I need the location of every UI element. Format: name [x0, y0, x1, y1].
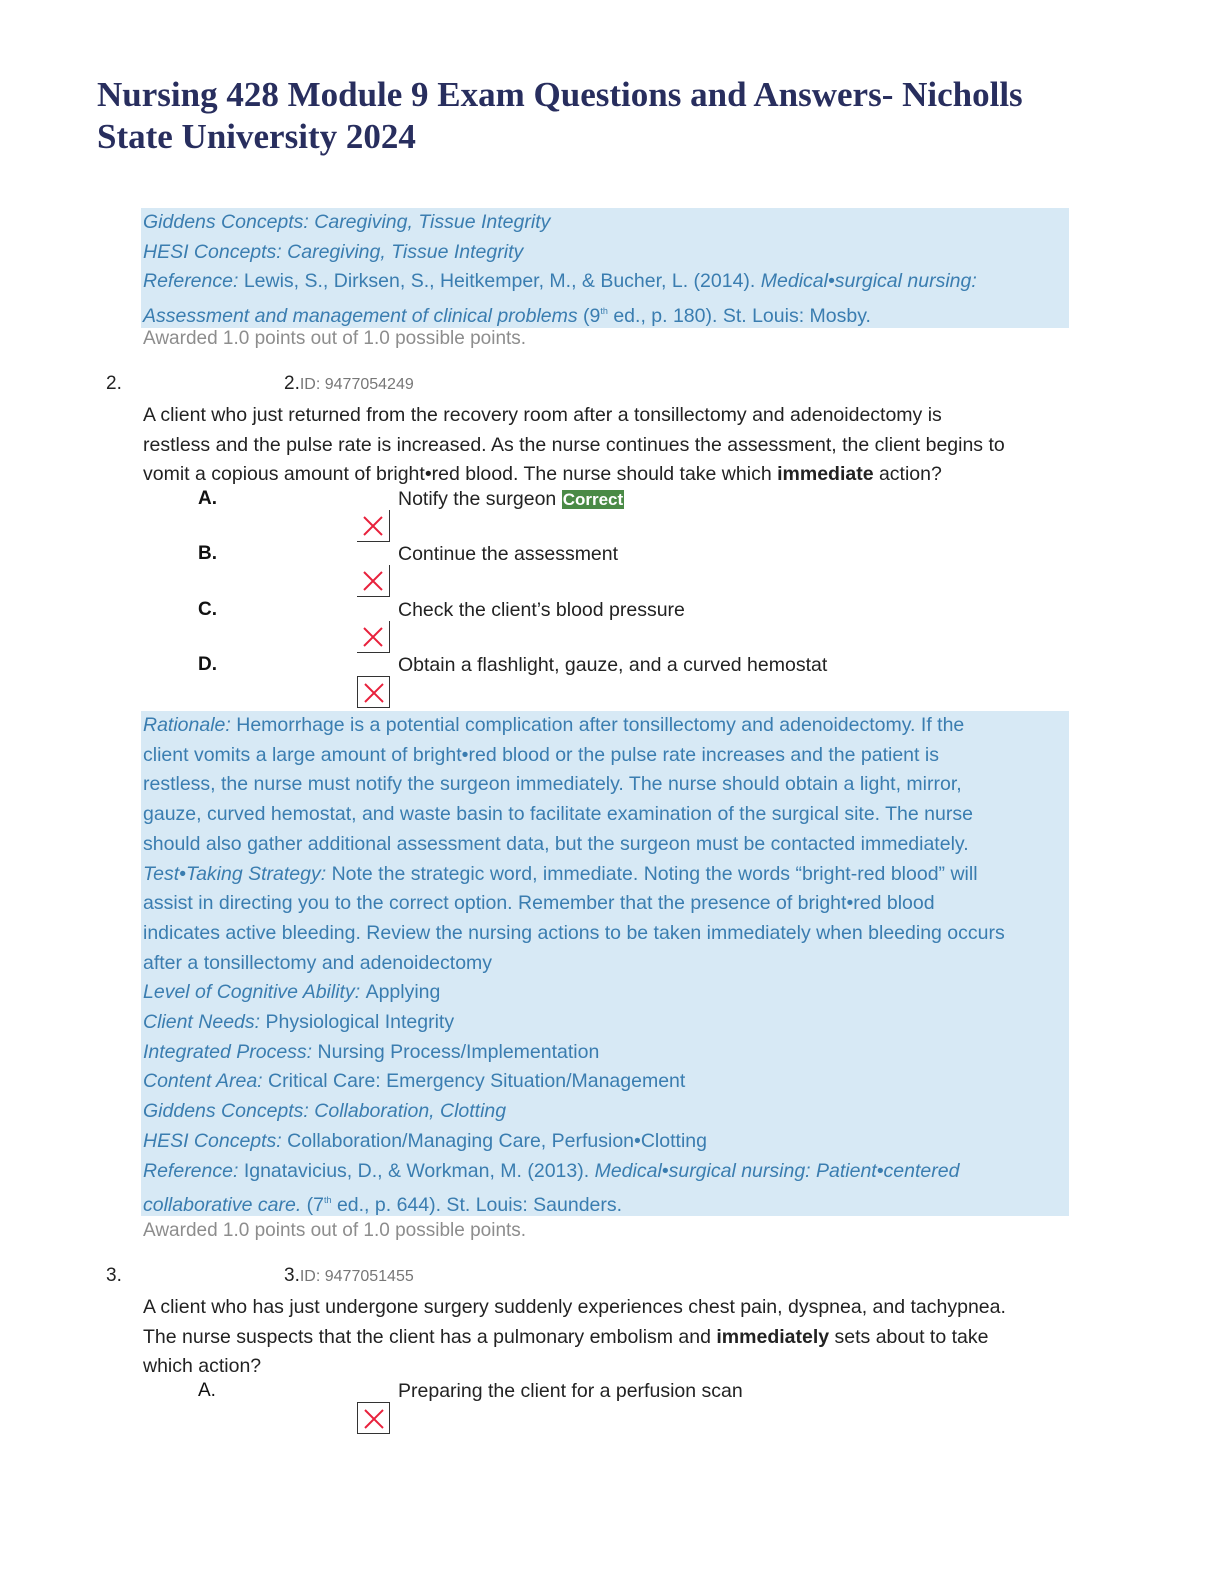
- text-line: [143, 949, 1069, 979]
- label-segment: Assessment and management of clinical problems: [143, 305, 578, 328]
- text-line: [143, 1352, 1073, 1382]
- label-segment: HESI Concepts:: [143, 1129, 288, 1152]
- incorrect-x-icon: [357, 676, 390, 708]
- text-line: [143, 1067, 1069, 1097]
- text-segment: restless and the pulse rate is increased. As the nurse continues the assessment, the client begins to: [143, 433, 1005, 456]
- text-segment: gauze, curved hemostat, and waste basin to facilitate examination of the surgical site. The nurse: [143, 803, 973, 826]
- text-segment: immediate: [777, 463, 874, 485]
- text-segment: Hemorrhage is a potential complication after tonsillectomy and adenoidectomy. If the: [236, 714, 965, 736]
- text-line: [143, 830, 1069, 860]
- q2-awarded-points: Awarded 1.0 points out of 1.0 possible points.: [143, 1220, 527, 1241]
- q3-number: 3.: [106, 1265, 122, 1286]
- text-segment: client vomits a large amount of bright•red blood or the pulse rate increases and the patient is: [143, 743, 939, 766]
- text-segment: which action?: [143, 1355, 262, 1377]
- text-segment: immediately: [716, 1325, 830, 1348]
- incorrect-x-icon: [357, 510, 390, 542]
- label-segment: Medical•surgical nursing: Patient•centered: [594, 1159, 960, 1182]
- q2-id: ID: 9477054249: [299, 376, 414, 393]
- option-letter: A.: [198, 1380, 216, 1401]
- text-line: [143, 919, 1069, 949]
- text-line: [143, 711, 1069, 741]
- text-segment: (9: [577, 305, 601, 328]
- text-segment: sets about to take: [829, 1325, 989, 1348]
- option-label: Preparing the client for a perfusion scan: [398, 1380, 743, 1402]
- text-segment: (7: [301, 1194, 325, 1217]
- text-line: [143, 1097, 1069, 1127]
- q2-question-text: [143, 401, 1073, 490]
- text-segment: indicates active bleeding. Review the nursing actions to be taken immediately when bleeding occurs: [143, 921, 1005, 944]
- label-segment: HESI Concepts: Caregiving, Tissue Integrity: [143, 240, 524, 263]
- text-segment: Lewis, S., Dirksen, S., Heitkemper, M., & Bucher, L. (2014).: [243, 270, 761, 293]
- text-line: [143, 238, 1069, 268]
- option-letter: B.: [198, 543, 217, 564]
- label-segment: Test•Taking Strategy:: [143, 862, 332, 885]
- q1-awarded-points: Awarded 1.0 points out of 1.0 possible points.: [143, 328, 527, 349]
- option-text[interactable]: [398, 488, 624, 511]
- option-text[interactable]: [398, 654, 827, 677]
- text-segment: after a tonsillectomy and adenoidectomy: [143, 951, 493, 974]
- text-segment: ed., p. 180). St. Louis: Mosby.: [607, 305, 871, 328]
- label-segment: Giddens Concepts: Collaboration, Clotting: [143, 1100, 507, 1123]
- text-segment: th: [600, 306, 608, 317]
- label-segment: Rationale:: [143, 714, 237, 736]
- option-letter: D.: [198, 654, 217, 675]
- option-letter: C.: [198, 599, 217, 620]
- label-segment: collaborative care.: [143, 1194, 302, 1217]
- text-segment: A client who has just undergone surgery suddenly experiences chest pain, dyspnea, and tachypnea.: [143, 1296, 1006, 1318]
- q3-id: ID: 9477051455: [299, 1268, 414, 1285]
- text-line: [143, 1038, 1069, 1068]
- label-segment: Level of Cognitive Ability:: [143, 981, 366, 1004]
- text-segment: ed., p. 644). St. Louis: Saunders.: [331, 1194, 623, 1217]
- q2-id-line: [284, 373, 414, 395]
- incorrect-x-icon: [357, 1402, 390, 1434]
- option-text[interactable]: [398, 599, 685, 622]
- text-line: [143, 1293, 1073, 1323]
- text-line: [143, 800, 1069, 830]
- text-segment: Critical Care: Emergency Situation/Management: [268, 1070, 686, 1093]
- text-segment: action?: [873, 463, 942, 485]
- label-segment: Integrated Process:: [143, 1040, 318, 1063]
- text-line: [143, 401, 1073, 431]
- option-label: Notify the surgeon: [398, 488, 557, 510]
- text-line: [143, 297, 1069, 332]
- q3-id-line: [284, 1265, 414, 1287]
- incorrect-x-icon: [357, 565, 390, 597]
- text-line: [143, 208, 1069, 238]
- text-segment: Applying: [365, 981, 441, 1004]
- option-label: Continue the assessment: [398, 543, 619, 565]
- text-line: [143, 741, 1069, 771]
- option-label: Obtain a flashlight, gauze, and a curved hemostat: [398, 654, 828, 676]
- option-letter: A.: [198, 488, 217, 509]
- option-text[interactable]: [398, 543, 618, 566]
- q3-question-text: [143, 1293, 1073, 1382]
- correct-badge: Correct: [562, 490, 624, 509]
- q2-number: 2.: [106, 373, 122, 394]
- q2-sub-number: 2.: [284, 373, 300, 394]
- text-line: [143, 860, 1069, 890]
- text-line: [143, 1127, 1069, 1157]
- q1-rationale-block: [141, 208, 1069, 328]
- text-segment: Collaboration/Managing Care, Perfusion•Clotting: [287, 1129, 707, 1152]
- q3-sub-number: 3.: [284, 1265, 300, 1286]
- option-text[interactable]: [398, 1380, 743, 1403]
- text-line: [143, 431, 1073, 461]
- text-segment: Ignatavicius, D., & Workman, M. (2013).: [243, 1159, 595, 1182]
- text-line: [143, 1008, 1069, 1038]
- text-line: [143, 1186, 1069, 1221]
- label-segment: Content Area:: [143, 1070, 269, 1093]
- text-line: [143, 460, 1073, 490]
- text-segment: assist in directing you to the correct option. Remember that the presence of bright•red blood: [143, 892, 935, 915]
- text-segment: A client who just returned from the recovery room after a tonsillectomy and adenoidectomy is: [143, 404, 942, 426]
- text-segment: th: [324, 1195, 332, 1206]
- text-line: [143, 978, 1069, 1008]
- text-segment: should also gather additional assessment data, but the surgeon must be contacted immediately.: [143, 832, 969, 855]
- text-segment: Nursing Process/Implementation: [317, 1040, 600, 1063]
- document-title: Nursing 428 Module 9 Exam Questions and Answers- Nicholls State University 2024: [97, 75, 1023, 156]
- text-segment: restless, the nurse must notify the surgeon immediately. The nurse should obtain a light, mirror,: [143, 773, 962, 796]
- label-segment: Reference:: [143, 270, 244, 293]
- incorrect-x-icon: [357, 621, 390, 653]
- option-label: Check the client’s blood pressure: [398, 599, 685, 621]
- text-line: [143, 267, 1069, 297]
- label-segment: Medical•surgical nursing:: [760, 270, 977, 293]
- label-segment: Reference:: [143, 1159, 244, 1182]
- text-line: [143, 770, 1069, 800]
- text-segment: The nurse suspects that the client has a pulmonary embolism and: [143, 1325, 717, 1348]
- text-line: [143, 1323, 1073, 1353]
- text-segment: Note the strategic word, immediate. Noting the words “bright-red blood” will: [331, 862, 978, 885]
- label-segment: Client Needs:: [143, 1011, 266, 1034]
- q2-rationale-block: [141, 711, 1069, 1216]
- text-segment: Physiological Integrity: [265, 1011, 455, 1034]
- text-line: [143, 1157, 1069, 1187]
- text-line: [143, 889, 1069, 919]
- label-segment: Giddens Concepts: Caregiving, Tissue Integrity: [143, 211, 551, 233]
- text-segment: vomit a copious amount of bright•red blood. The nurse should take which: [143, 463, 778, 485]
